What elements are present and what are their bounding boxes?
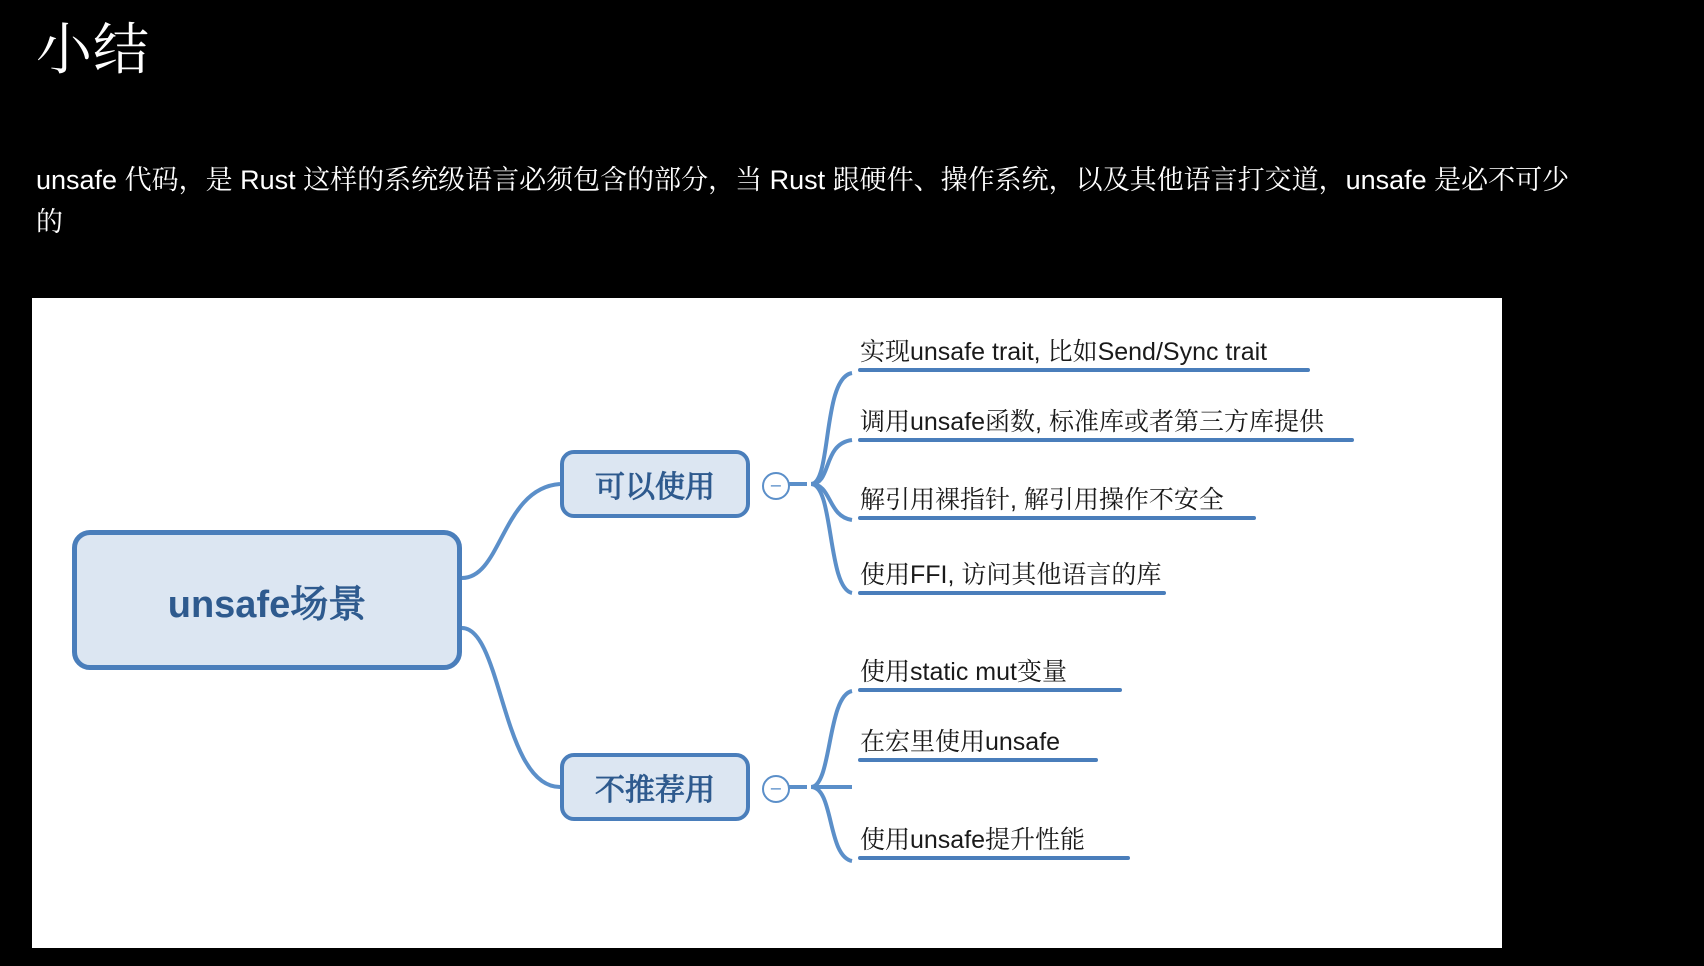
mindmap-branch-node-2: 不推荐用 — [560, 753, 750, 821]
mindmap-leaf-underline — [858, 758, 1098, 762]
mindmap-leaf: 使用unsafe提升性能 — [860, 826, 1086, 854]
mindmap-leaf: 调用unsafe函数, 标准库或者第三方库提供 — [860, 408, 1324, 436]
mindmap-leaf: 在宏里使用unsafe — [860, 728, 1061, 756]
mindmap-leaf-underline — [858, 591, 1166, 595]
mindmap-image — [32, 298, 1502, 948]
mindmap-leaf: 实现unsafe trait, 比如Send/Sync trait — [860, 338, 1268, 366]
mindmap-leaf-underline — [858, 368, 1310, 372]
slide-body-text: unsafe 代码，是 Rust 这样的系统级语言必须包含的部分，当 Rust 跟硬件、操作系统，以及其他语言打交道，unsafe 是必不可少的 — [36, 165, 1570, 237]
mindmap-root-node: unsafe场景 — [72, 530, 462, 670]
mindmap-leaf: 解引用裸指针, 解引用操作不安全 — [860, 486, 1224, 514]
page-title: 小结 — [36, 18, 150, 81]
minus-circle-icon[interactable]: − — [762, 775, 790, 803]
mindmap-leaf-underline — [858, 438, 1354, 442]
minus-circle-icon[interactable]: − — [762, 472, 790, 500]
mindmap-leaf: 使用static mut变量 — [860, 658, 1067, 686]
mindmap-canvas — [32, 298, 1502, 948]
mindmap-leaf-underline — [858, 516, 1256, 520]
mindmap-leaf: 使用FFI, 访问其他语言的库 — [860, 561, 1162, 589]
mindmap-branch-node-1: 可以使用 — [560, 450, 750, 518]
mindmap-leaf-underline — [858, 856, 1130, 860]
mindmap-leaf-underline — [858, 688, 1122, 692]
